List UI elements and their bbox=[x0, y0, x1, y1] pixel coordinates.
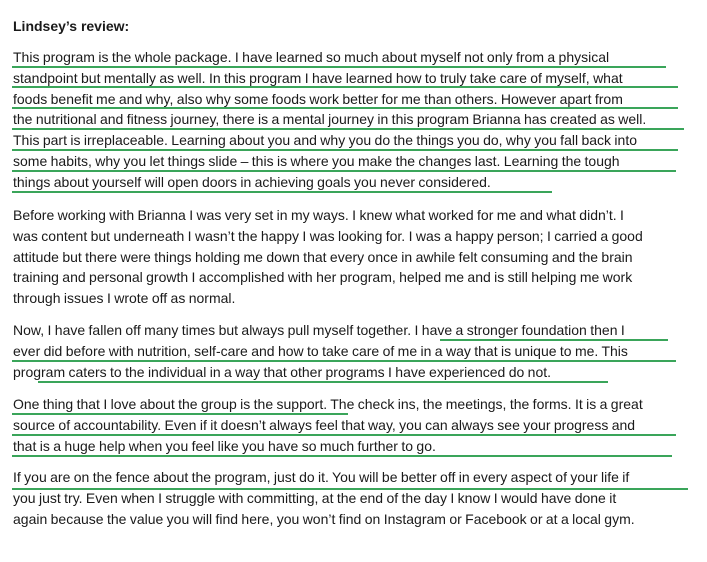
paragraph-line: some habits, why you let things slide – this is where you make the changes last. Learning the tough bbox=[13, 152, 620, 169]
highlight-underline bbox=[12, 149, 678, 151]
highlight-underline bbox=[12, 107, 678, 109]
paragraph-line: was content but underneath I wasn’t the happy I was looking for. I was a happy person; I carried a good bbox=[13, 227, 643, 244]
review-heading: Lindsey’s review: bbox=[13, 18, 130, 34]
highlight-underline bbox=[12, 66, 666, 68]
highlight-underline bbox=[12, 86, 678, 88]
paragraph-line: again because the value you will find here, you won’t find on Instagram or Facebook or at a local gym. bbox=[13, 510, 635, 527]
highlight-underline bbox=[12, 170, 676, 172]
highlight-underline bbox=[38, 381, 608, 383]
review-paragraph-5 bbox=[13, 467, 635, 529]
review-paragraph-2 bbox=[13, 205, 643, 309]
paragraph-line: standpoint but mentally as well. In this program I have learned how to truly take care of myself, what bbox=[13, 69, 623, 86]
paragraph-line: Before working with Brianna I was very set in my ways. I knew what worked for me and what didn’t. I bbox=[13, 207, 624, 223]
highlight-underline bbox=[12, 434, 676, 436]
highlight-underline bbox=[12, 455, 672, 457]
paragraph-line: source of accountability. Even if it doesn’t always feel that way, you can always see your progress and bbox=[13, 416, 636, 433]
review-paragraph-3 bbox=[13, 320, 628, 382]
paragraph-line: attitude but there were things holding me down that every once in awhile felt consuming and the brain bbox=[13, 248, 633, 265]
paragraph-line: the nutritional and fitness journey, there is a mental journey in this program Brianna has created as well. bbox=[13, 111, 647, 128]
paragraph-line: foods benefit me and why, also why some foods work better for me than others. However apart from bbox=[13, 90, 623, 107]
highlight-underline bbox=[12, 360, 676, 362]
paragraph-line: that is a huge help when you feel like you have so much further to go. bbox=[13, 437, 436, 454]
paragraph-line: through issues I wrote off as normal. bbox=[13, 290, 236, 307]
paragraph-line: Now, I have fallen off many times but always pull myself together. I have a stronger foundation then I bbox=[13, 322, 625, 338]
highlight-underline bbox=[12, 128, 684, 130]
paragraph-line: This program is the whole package. I have learned so much about myself not only from a physical bbox=[13, 49, 610, 65]
paragraph-line: If you are on the fence about the program, just do it. You will be better off in every aspect of your life if bbox=[13, 469, 630, 485]
highlight-underline bbox=[12, 191, 552, 193]
paragraph-line: you just try. Even when I struggle with committing, at the end of the day I know I would have done it bbox=[13, 489, 617, 506]
highlight-underline bbox=[440, 339, 668, 341]
paragraph-line: This part is irreplaceable. Learning about you and why you do the things you do, why you fall back into bbox=[13, 132, 637, 149]
paragraph-line: training and personal growth I accomplished with her program, helped me and is still helping me work bbox=[13, 269, 633, 286]
paragraph-line: One thing that I love about the group is the support. The check ins, the meetings, the forms. It is a great bbox=[13, 396, 643, 412]
highlight-underline bbox=[12, 488, 688, 490]
paragraph-line: program caters to the individual in a way that other programs I have experienced do not. bbox=[13, 363, 552, 380]
review-paragraph-4 bbox=[13, 394, 643, 456]
highlight-underline bbox=[12, 413, 348, 415]
paragraph-line: things about yourself will open doors in achieving goals you never considered. bbox=[13, 173, 491, 190]
paragraph-line: ever did before with nutrition, self-care and how to take care of me in a way that is unique to me. This bbox=[13, 342, 628, 359]
